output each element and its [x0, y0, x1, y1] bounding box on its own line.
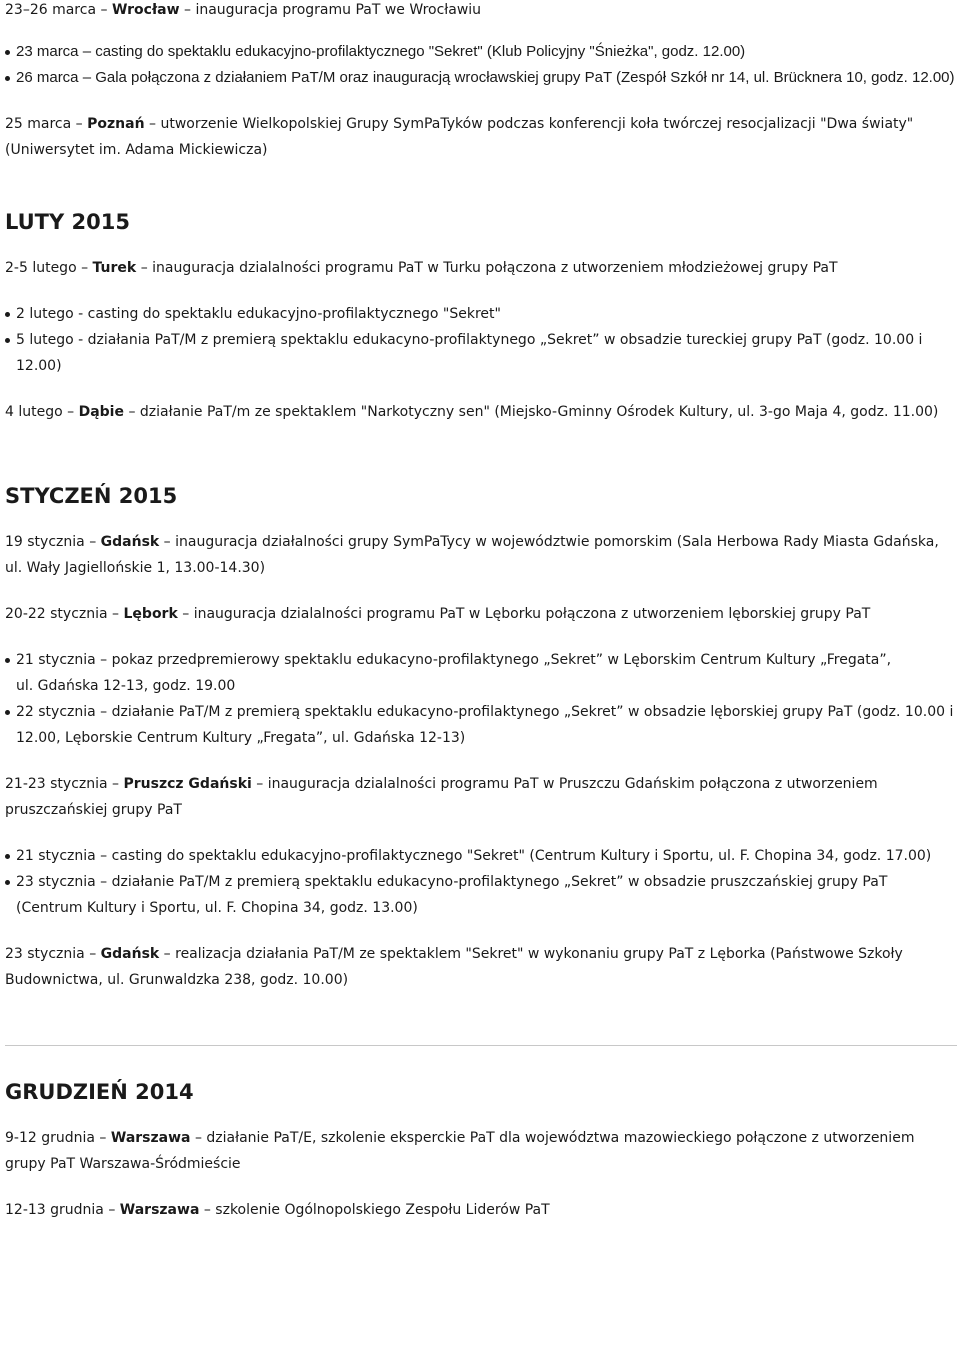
event-poznan [5, 111, 957, 163]
event-pruszcz [5, 771, 957, 823]
event-description: inauguracja programu PaT we Wrocławiu [195, 2, 482, 18]
event-date: 19 stycznia [5, 534, 85, 550]
dash: – [149, 116, 156, 132]
list-item: 5 lutego - działania PaT/M z premierą spektaklu edukacyno-profilaktynego „Sekret” w obsadzie tureckiej grupy PaT (godz. 10.00 i 12.00) [5, 327, 957, 379]
dash: – [140, 260, 148, 276]
event-place: Warszawa [119, 1202, 200, 1218]
event-description: inauguracja dzialalności programu PaT w Turku połączona z utworzeniem młodzieżowej grupy PaT [152, 260, 838, 276]
dash: – [256, 776, 264, 792]
event-warszawa-9-12 [5, 1125, 957, 1177]
dash: – [128, 404, 136, 420]
event-place: Dąbie [78, 404, 124, 420]
event-gdansk-23 [5, 941, 957, 993]
event-description: inauguracja dzialalności programu PaT w Pruszczu Gdańskim połączona z utworzeniem pruszczańskiej grupy PaT [5, 776, 878, 818]
dash: – [194, 1130, 202, 1146]
list-item: 23 marca – casting do spektaklu edukacyjno-profilaktycznego "Sekret" (Klub Policyjny "Śnieżka", godz. 12.00) [5, 39, 957, 65]
list-item: 2 lutego - casting do spektaklu edukacyjno-profilaktycznego "Sekret" [5, 301, 957, 327]
dash: – [67, 404, 75, 420]
event-description: działanie PaT/m ze spektaklem "Narkotyczny sen" (Miejsko-Gminny Ośrodek Kultury, ul. 3-go Maja 4, godz. 11.00) [139, 404, 939, 420]
list-item: 23 stycznia – działanie PaT/M z premierą spektaklu edukacyno-profilaktynego „Sekret” w obsadzie pruszczańskiej grupy PaT (Centrum Kultury i Sportu, ul. F. Chopina 34, godz. 13.00) [5, 869, 957, 921]
event-place: Poznań [87, 116, 145, 132]
event-place: Wrocław [111, 2, 180, 18]
dash: – [112, 606, 120, 622]
dash: – [163, 946, 171, 962]
event-date: 2-5 lutego [5, 260, 77, 276]
event-date: 21-23 stycznia [5, 776, 108, 792]
event-place: Gdańsk [100, 946, 160, 962]
event-description: inauguracja dzialalności programu PaT w Lęborku połączona z utworzeniem lęborskiej grupy PaT [193, 606, 871, 622]
event-date: 23 stycznia [5, 946, 85, 962]
event-description: utworzenie Wielkopolskiej Grupy SymPaTyków podczas konferencji koła twórczej resocjalizacji "Dwa światy" (Uniwersytet im. Adama Mickiewicza) [5, 116, 914, 158]
turek-list [5, 301, 957, 379]
event-description: działanie PaT/E, szkolenie eksperckie PaT dla województwa mazowieckiego połączone z utworzeniem grupy PaT Warszawa-Śródmieście [5, 1130, 915, 1172]
event-place: Warszawa [110, 1130, 191, 1146]
event-date: 23–26 marca [5, 2, 97, 18]
event-turek [5, 255, 957, 281]
event-wroclaw [5, 0, 957, 23]
event-lebork [5, 601, 957, 627]
section-heading-luty: LUTY 2015 [5, 210, 130, 234]
list-item: 22 stycznia – działanie PaT/M z premierą spektaklu edukacyno-profilaktynego „Sekret” w obsadzie lęborskiej grupy PaT (godz. 10.00 i 12.00, Lęborskie Centrum Kultury „Fregata”, ul. Gdańska 12-13) [5, 699, 957, 751]
wroclaw-list [5, 39, 957, 91]
event-place: Turek [92, 260, 137, 276]
event-place: Lębork [123, 606, 178, 622]
dash: – [203, 1202, 211, 1218]
event-warszawa-12-13 [5, 1197, 957, 1223]
list-item-text: ul. Gdańska 12-13, godz. 19.00 [16, 678, 236, 694]
event-description: realizacja działania PaT/M ze spektaklem "Sekret" w wykonaniu grupy PaT z Lęborka (Państwowe Szkoły Budownictwa, ul. Grunwaldzka 238, godz. 10.00) [5, 946, 903, 988]
event-date: 20-22 stycznia [5, 606, 108, 622]
dash: – [75, 116, 83, 132]
event-date: 25 marca [5, 116, 72, 132]
dash: – [112, 776, 120, 792]
list-item: 26 marca – Gala połączona z działaniem PaT/M oraz inauguracją wrocławskiej grupy PaT (Zespół Szkół nr 14, ul. Brücknera 10, godz. 12.00) [5, 65, 957, 91]
dash: – [81, 260, 89, 276]
event-place: Pruszcz Gdański [123, 776, 252, 792]
event-dabie [5, 399, 957, 425]
dash: – [89, 946, 97, 962]
event-place: Gdańsk [100, 534, 160, 550]
dash: – [100, 2, 108, 18]
dash: – [108, 1202, 116, 1218]
dash: – [89, 534, 97, 550]
event-date: 12-13 grudnia [5, 1202, 104, 1218]
event-gdansk-19 [5, 529, 957, 581]
lebork-list [5, 647, 957, 751]
section-heading-grudzien: GRUDZIEŃ 2014 [5, 1080, 194, 1104]
dash: – [183, 2, 191, 18]
list-item-text: 21 stycznia – pokaz przedpremierowy spektaklu edukacyno-profilaktynego „Sekret” w Lęborskim Centrum Kultury „Fregata”, [16, 652, 892, 668]
event-date: 9-12 grudnia [5, 1130, 95, 1146]
pruszcz-list [5, 843, 957, 921]
list-item [5, 647, 957, 699]
dash: – [182, 606, 190, 622]
event-description: inauguracja działalności grupy SymPaTycy w województwie pomorskim (Sala Herbowa Rady Miasta Gdańska, ul. Wały Jagiellońskie 1, 13.00-14.30) [5, 534, 939, 576]
dash: – [163, 534, 171, 550]
document-page [5, 0, 957, 1223]
section-heading-styczen: STYCZEŃ 2015 [5, 484, 178, 508]
dash: – [99, 1130, 107, 1146]
list-item: 21 stycznia – casting do spektaklu edukacyjno-profilaktycznego "Sekret" (Centrum Kultury i Sportu, ul. F. Chopina 34, godz. 17.00) [5, 843, 957, 869]
event-date: 4 lutego [5, 404, 63, 420]
event-description: szkolenie Ogólnopolskiego Zespołu Liderów PaT [215, 1202, 550, 1218]
